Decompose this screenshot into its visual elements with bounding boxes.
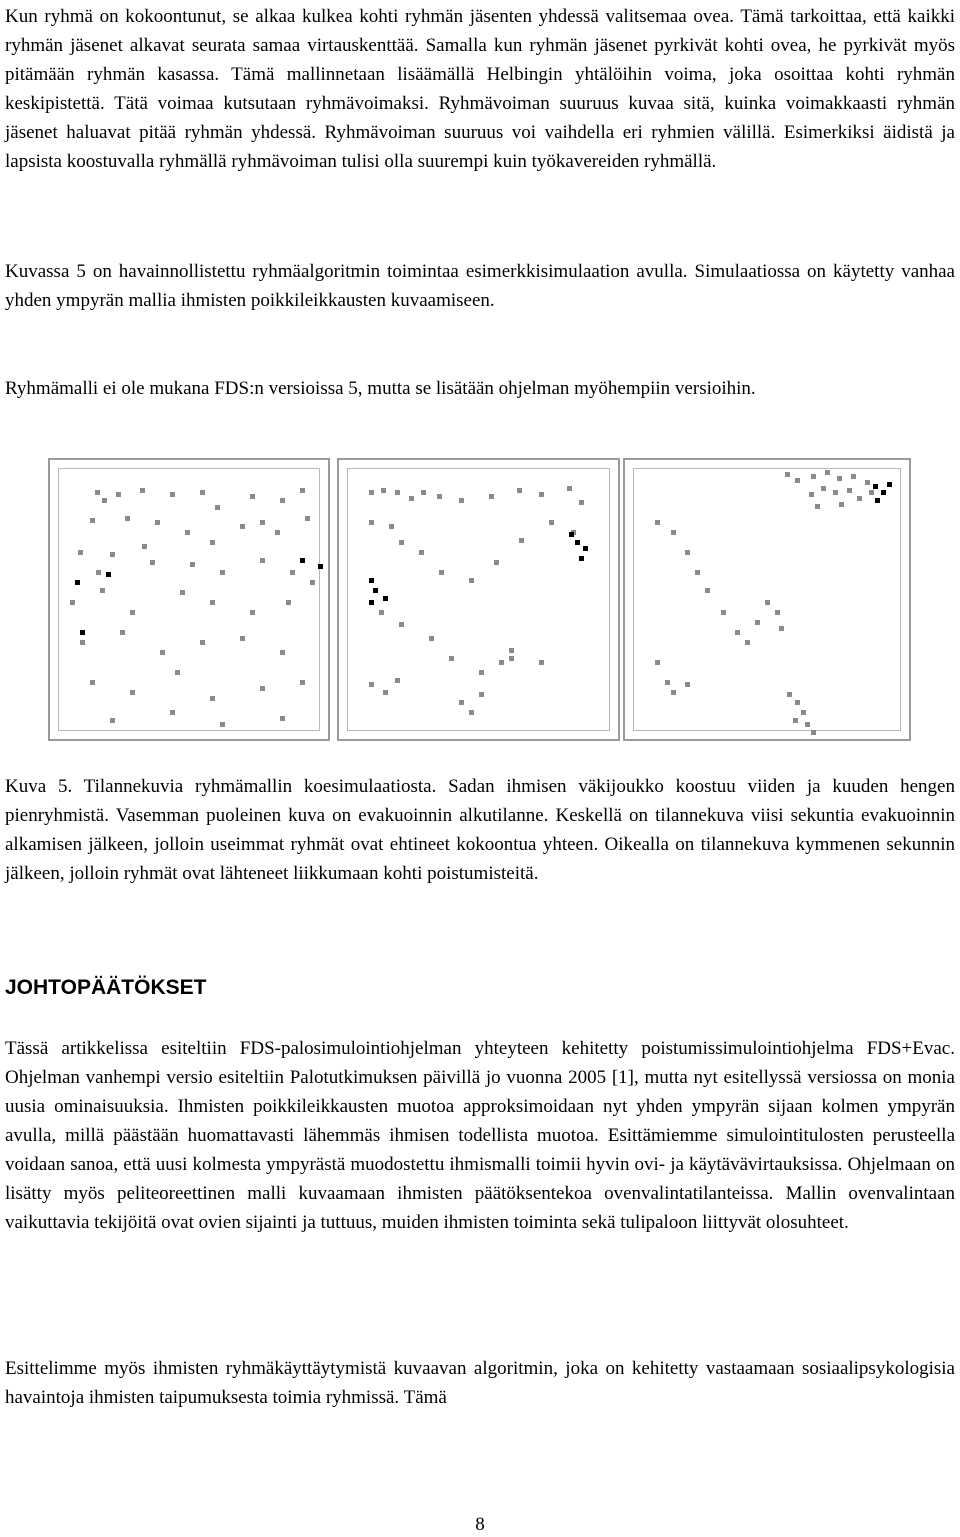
agent-dot xyxy=(517,488,522,493)
agent-dot xyxy=(170,492,175,497)
agent-dot xyxy=(80,640,85,645)
agent-dot xyxy=(210,600,215,605)
agent-dot xyxy=(429,636,434,641)
agent-dot xyxy=(155,520,160,525)
agent-dot xyxy=(369,682,374,687)
agent-dot xyxy=(369,600,374,605)
agent-dot xyxy=(210,696,215,701)
agent-dot xyxy=(399,622,404,627)
agent-dot xyxy=(851,474,856,479)
agent-dot xyxy=(539,492,544,497)
agent-dot xyxy=(100,588,105,593)
agent-dot xyxy=(671,690,676,695)
agent-dot xyxy=(95,490,100,495)
paragraph-group-algorithm: Esittelimme myös ihmisten ryhmäkäyttäytymistä kuvaavan algoritmin, joka on kehitetty vastaamaan sosiaalipsykologisia havaintoja ihmisten taipumuksesta toimia ryhmissä. Tämä xyxy=(5,1358,955,1408)
agent-dot xyxy=(106,572,111,577)
agent-dot xyxy=(140,488,145,493)
agent-dot xyxy=(70,600,75,605)
agent-dot xyxy=(373,588,378,593)
agent-dot xyxy=(180,590,185,595)
agent-dot xyxy=(383,690,388,695)
agent-dot xyxy=(381,488,386,493)
agent-dot xyxy=(260,558,265,563)
page-number: 8 xyxy=(475,1514,485,1535)
agent-dot xyxy=(110,718,115,723)
agent-dot xyxy=(190,562,195,567)
agent-dot xyxy=(318,564,323,569)
snapshot-panel-initial xyxy=(48,458,330,741)
agent-dot xyxy=(280,650,285,655)
agent-dot xyxy=(130,690,135,695)
agent-dot xyxy=(75,580,80,585)
agent-dot xyxy=(437,494,442,499)
agent-dot xyxy=(250,610,255,615)
agent-dot xyxy=(705,588,710,593)
agent-dot xyxy=(569,532,574,537)
agent-dot xyxy=(395,678,400,683)
agent-dot xyxy=(369,520,374,525)
paragraph-fds-versions: Ryhmämalli ei ole mukana FDS:n versioissa 5, mutta se lisätään ohjelman myöhempiin versioihin. xyxy=(5,378,756,399)
agent-dot xyxy=(685,682,690,687)
agent-dot xyxy=(240,524,245,529)
agent-dot xyxy=(459,498,464,503)
agent-dot xyxy=(170,710,175,715)
agent-dot xyxy=(869,490,874,495)
agent-dot xyxy=(421,490,426,495)
agent-dot xyxy=(779,626,784,631)
agent-dot xyxy=(220,570,225,575)
paragraph-figure-intro: Kuvassa 5 on havainnollistettu ryhmäalgoritmin toimintaa esimerkkisimulaation avulla. Simulaatiossa on käytetty vanhaa yhden ympyrän mallia ihmisten poikkileikkausten kuvaamiseen. xyxy=(5,261,955,311)
agent-dot xyxy=(489,494,494,499)
agent-dot xyxy=(695,570,700,575)
agent-dot xyxy=(825,470,830,475)
agent-dot xyxy=(310,580,315,585)
agent-dot xyxy=(102,498,107,503)
agent-dot xyxy=(665,680,670,685)
agent-dot xyxy=(300,680,305,685)
agent-dot xyxy=(567,486,572,491)
snapshot-panel-5s xyxy=(337,458,620,741)
agent-dot xyxy=(185,530,190,535)
agent-dot xyxy=(96,570,101,575)
agent-dot xyxy=(130,610,135,615)
agent-dot xyxy=(110,552,115,557)
agent-dot xyxy=(399,540,404,545)
agent-dot xyxy=(116,492,121,497)
agent-dot xyxy=(459,700,464,705)
agent-dot xyxy=(160,650,165,655)
agent-dot xyxy=(887,482,892,487)
paragraph-conclusions: Tässä artikkelissa esiteltiin FDS-palosimulointiohjelman yhteyteen kehitetty poistumissimulointiohjelma FDS+Evac. Ohjelman vanhempi versio esiteltiin Palotutkimuksen päivillä jo vuonna 2005 [1], mutta nyt esitellyssä versiossa on monia uusia ominaisuuksia. Ihmisten poikkileikkausten muotoa approksimoidaan nyt yhden ympyrän sijaan kolmen ympyrän avulla, millä päästään huomattavasti lähemmäs ihmisen todellista muotoa. Esittämiemme simulointitulosten perusteella voidaan sanoa, että uusi kolmesta ympyrästä muodostettu ihmismalli toimii hyvin ovi- ja käytävävirtauksissa. Ohjelmaan on lisätty myös peliteoreettinen malli kuvaamaan ihmisten päätöksentekoa ovenvalintatilanteissa. Mallin ovenvalintaan vaikuttavia tekijöitä ovat ovien sijainti ja tuttuus, muiden ihmisten toiminta sekä tulipaloon liittyvät olosuhteet. xyxy=(5,1038,955,1233)
agent-dot xyxy=(383,596,388,601)
agent-dot xyxy=(409,496,414,501)
agent-dot xyxy=(469,578,474,583)
agent-dot xyxy=(419,550,424,555)
agent-dot xyxy=(200,640,205,645)
agent-dot xyxy=(809,492,814,497)
agent-dot xyxy=(655,520,660,525)
agent-dot xyxy=(395,490,400,495)
agent-dot xyxy=(449,656,454,661)
agent-dot xyxy=(125,516,130,521)
agent-dot xyxy=(875,498,880,503)
agent-dot xyxy=(379,610,384,615)
figure-caption: Kuva 5. Tilannekuvia ryhmämallin koesimulaatiosta. Sadan ihmisen väkijoukko koostuu viiden ja kuuden hengen pienryhmistä. Vasemman puoleinen kuva on evakuoinnin alkutilanne. Keskellä on tilannekuva viisi sekuntia evakuoinnin alkamisen jälkeen, jolloin useimmat ryhmät ovat ehtineet kokoontua yhteen. Oikealla on tilannekuva kymmenen sekunnin jälkeen, jolloin ryhmät ovat lähteneet liikkumaan kohti poistumisteitä. xyxy=(5,776,955,884)
agent-dot xyxy=(655,660,660,665)
agent-dot xyxy=(793,718,798,723)
snapshot-panel-10s xyxy=(623,458,911,741)
paragraph-group-movement: Kun ryhmä on kokoontunut, se alkaa kulkea kohti ryhmän jäsenten yhdessä valitsemaa ovea. Tämä tarkoittaa, että kaikki ryhmän jäsenet alkavat seurata samaa virtauskenttää. Samalla kun ryhmän jäsenet pyrkivät kohti ovea, he pyrkivät myös pitämään ryhmän kasassa. Tämä mallinnetaan lisäämällä Helbingin yhtälöihin voima, joka osoittaa kohti ryhmän keskipistettä. Tätä voimaa kutsutaan ryhmävoimaksi. Ryhmävoiman suuruus kuvaa sitä, kuinka voimakkaasti ryhmän jäsenet haluavat pitää ryhmän yhdessä. Ryhmävoiman suuruus voi vaihdella eri ryhmien välillä. Esimerkiksi äidistä ja lapsista koostuvalla ryhmällä ryhmävoiman tulisi olla suurempi kuin työkavereiden ryhmällä. xyxy=(5,6,955,172)
agent-dot xyxy=(509,648,514,653)
agent-dot xyxy=(369,578,374,583)
agent-dot xyxy=(837,476,842,481)
agent-dot xyxy=(142,544,147,549)
agent-dot xyxy=(300,558,305,563)
agent-dot xyxy=(305,516,310,521)
agent-dot xyxy=(290,570,295,575)
agent-dot xyxy=(745,640,750,645)
agent-dot xyxy=(120,630,125,635)
section-heading-conclusions: JOHTOPÄÄTÖKSET xyxy=(5,976,207,999)
agent-dot xyxy=(539,660,544,665)
agent-dot xyxy=(765,600,770,605)
agent-dot xyxy=(280,498,285,503)
agent-dot xyxy=(833,490,838,495)
agent-dot xyxy=(671,530,676,535)
agent-dot xyxy=(220,722,225,727)
agent-dot xyxy=(479,692,484,697)
agent-dot xyxy=(210,540,215,545)
agent-dot xyxy=(300,488,305,493)
agent-dot xyxy=(785,472,790,477)
agent-dot xyxy=(755,620,760,625)
agent-dot xyxy=(735,630,740,635)
agent-dot xyxy=(240,636,245,641)
agent-dot xyxy=(369,490,374,495)
agent-dot xyxy=(260,686,265,691)
agent-dot xyxy=(260,520,265,525)
agent-dot xyxy=(787,692,792,697)
agent-dot xyxy=(857,496,862,501)
agent-dot xyxy=(549,520,554,525)
agent-dot xyxy=(494,560,499,565)
agent-dot xyxy=(815,504,820,509)
agent-dot xyxy=(583,546,588,551)
agent-dot xyxy=(519,538,524,543)
agent-dot xyxy=(280,716,285,721)
agent-dot xyxy=(795,700,800,705)
agent-dot xyxy=(775,610,780,615)
agent-dot xyxy=(389,524,394,529)
figure-simulation-snapshots xyxy=(0,458,960,743)
agent-dot xyxy=(90,680,95,685)
agent-dot xyxy=(821,486,826,491)
agent-dot xyxy=(575,540,580,545)
agent-dot xyxy=(200,490,205,495)
agent-dot xyxy=(811,474,816,479)
agent-dot xyxy=(509,656,514,661)
agent-dot xyxy=(90,518,95,523)
agent-dot xyxy=(250,494,255,499)
agent-dot xyxy=(175,670,180,675)
agent-dot xyxy=(865,480,870,485)
agent-dot xyxy=(439,570,444,575)
agent-dot xyxy=(579,556,584,561)
agent-dot xyxy=(469,710,474,715)
agent-dot xyxy=(150,560,155,565)
agent-dot xyxy=(78,550,83,555)
agent-dot xyxy=(286,600,291,605)
agent-dot xyxy=(721,610,726,615)
agent-dot xyxy=(801,710,806,715)
agent-dot xyxy=(839,502,844,507)
agent-dot xyxy=(80,630,85,635)
agent-dot xyxy=(215,505,220,510)
agent-dot xyxy=(805,722,810,727)
agent-dot xyxy=(881,490,886,495)
agent-dot xyxy=(873,484,878,489)
agent-dot xyxy=(685,550,690,555)
agent-dot xyxy=(579,500,584,505)
agent-dot xyxy=(811,730,816,735)
agent-dot xyxy=(275,530,280,535)
agent-dot xyxy=(847,488,852,493)
agent-dot xyxy=(499,660,504,665)
agent-dot xyxy=(479,670,484,675)
agent-dot xyxy=(795,478,800,483)
